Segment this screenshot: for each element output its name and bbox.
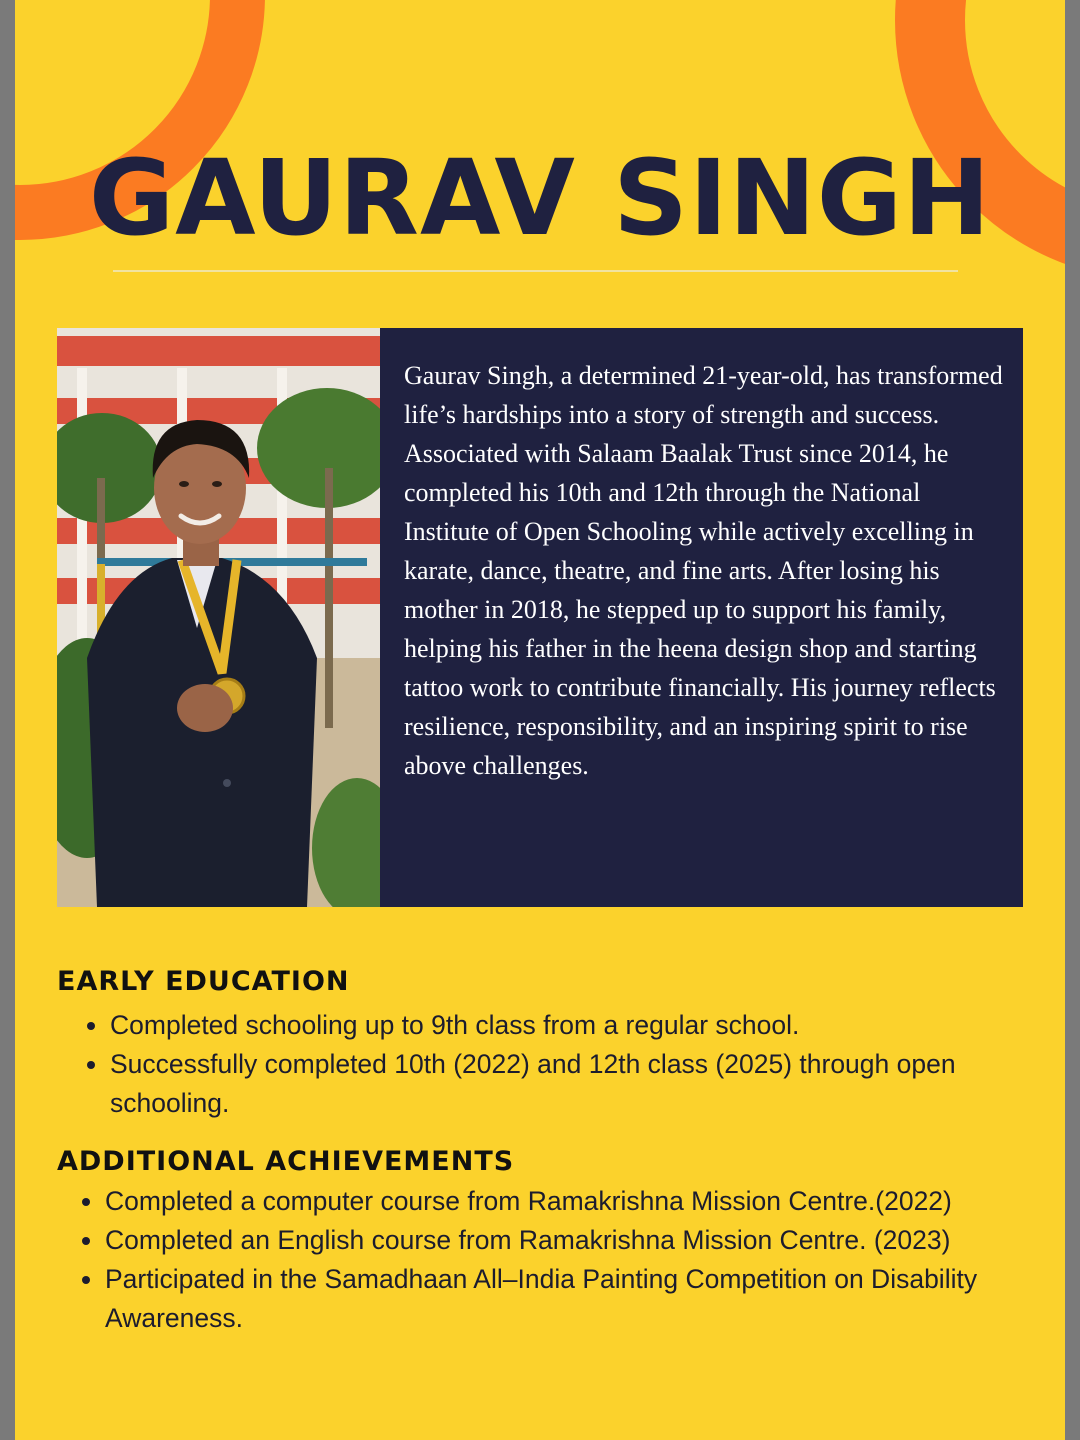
early-education-heading: EARLY EDUCATION bbox=[57, 966, 350, 997]
page-title: GAURAV SINGH bbox=[88, 137, 992, 259]
list-item: Completed schooling up to 9th class from a regular school. bbox=[85, 1006, 1005, 1045]
early-education-list bbox=[85, 1006, 1005, 1123]
profile-photo bbox=[57, 328, 380, 907]
bio-text: Gaurav Singh, a determined 21-year-old, has transformed life’s hardships into a story of strength and success. Associated with Salaam Baalak Trust since 2014, he completed his 10th and 12th through the National Institute of Open Schooling while actively excelling in karate, dance, theatre, and fine arts. After losing his mother in 2018, he stepped up to support his family, helping his father in the heena design shop and starting tattoo work to contribute financially. His journey reflects resilience, responsibility, and an inspiring spirit to rise above challenges. bbox=[404, 361, 1003, 780]
list-item: Completed a computer course from Ramakrishna Mission Centre.(2022) bbox=[80, 1182, 1040, 1221]
additional-achievements-list bbox=[80, 1182, 1040, 1338]
list-item: Participated in the Samadhaan All–India Painting Competition on Disability Awareness. bbox=[80, 1260, 1040, 1338]
title-divider bbox=[113, 270, 958, 272]
list-item: Completed an English course from Ramakrishna Mission Centre. (2023) bbox=[80, 1221, 1040, 1260]
list-item: Successfully completed 10th (2022) and 12th class (2025) through open schooling. bbox=[85, 1045, 1005, 1123]
additional-achievements-heading: ADDITIONAL ACHIEVEMENTS bbox=[57, 1146, 515, 1177]
profile-card bbox=[57, 328, 1023, 907]
profile-poster bbox=[15, 0, 1065, 1440]
